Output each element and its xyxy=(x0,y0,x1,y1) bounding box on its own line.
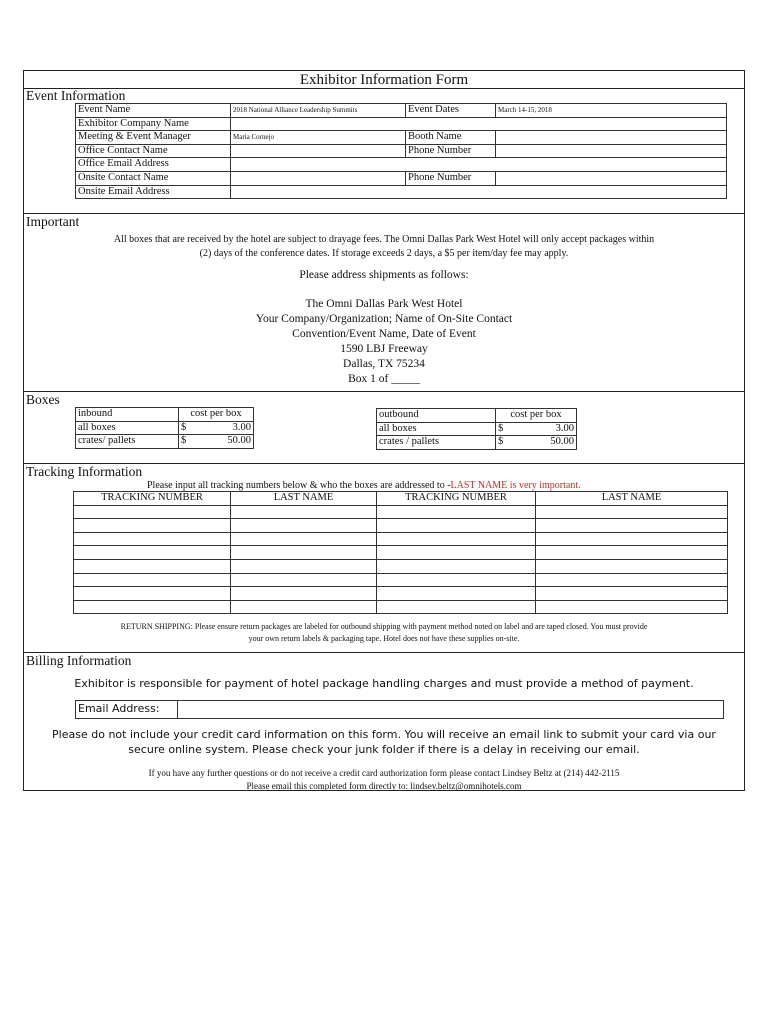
inbound-cost: 3.00 xyxy=(195,421,254,435)
last-name-field[interactable] xyxy=(536,505,728,519)
onsite-phone-label: Phone Number xyxy=(406,171,496,185)
last-name-field[interactable] xyxy=(536,546,728,560)
event-info-table xyxy=(75,103,727,199)
tracking-number-field[interactable] xyxy=(74,600,231,614)
tracking-number-field[interactable] xyxy=(74,573,231,587)
tracking-number-field[interactable] xyxy=(377,546,536,560)
last-name-field[interactable] xyxy=(536,573,728,587)
office-email-field[interactable] xyxy=(231,158,727,172)
currency: $ xyxy=(496,422,513,436)
address-line: Convention/Event Name, Date of Event xyxy=(292,328,476,340)
outbound-table xyxy=(376,408,577,450)
onsite-contact-label: Onsite Contact Name xyxy=(76,171,231,185)
last-name-field[interactable] xyxy=(536,559,728,573)
last-name-field[interactable] xyxy=(536,519,728,533)
tracking-number-field[interactable] xyxy=(377,559,536,573)
outbound-cost: 50.00 xyxy=(512,436,577,450)
office-contact-label: Office Contact Name xyxy=(76,144,231,158)
currency: $ xyxy=(496,436,513,450)
important-text-line1: All boxes that are received by the hotel are subject to drayage fees. The Omni Dallas Park West Hotel will only accept packages within xyxy=(113,234,655,245)
tracking-number-field[interactable] xyxy=(377,587,536,601)
inbound-cost-header: cost per box xyxy=(179,408,254,422)
tracking-number-field[interactable] xyxy=(74,587,231,601)
last-name-header: LAST NAME xyxy=(536,492,728,506)
tracking-number-field[interactable] xyxy=(377,532,536,546)
inbound-header: inbound xyxy=(76,408,179,422)
address-line: Box 1 of _____ xyxy=(348,373,420,385)
event-name-label: Event Name xyxy=(76,104,231,118)
form-title: Exhibitor Information Form xyxy=(299,72,469,88)
meeting-manager-label: Meeting & Event Manager xyxy=(76,131,231,145)
last-name-field[interactable] xyxy=(231,559,377,573)
booth-name-label: Booth Name xyxy=(406,131,496,145)
email-address-field[interactable] xyxy=(178,701,724,719)
section-heading-billing: Billing Information xyxy=(26,653,132,668)
tracking-number-field[interactable] xyxy=(377,573,536,587)
last-name-field[interactable] xyxy=(536,532,728,546)
tracking-number-field[interactable] xyxy=(74,532,231,546)
contact-info-line1: If you have any further questions or do not receive a credit card authorization form please contact Lindsey Beltz at (214) 442-2115 xyxy=(148,768,620,778)
address-line: Your Company/Organization; Name of On-Site Contact xyxy=(255,313,513,325)
inbound-row-label: crates/ pallets xyxy=(76,435,179,449)
tracking-number-field[interactable] xyxy=(74,519,231,533)
tracking-number-field[interactable] xyxy=(74,546,231,560)
last-name-field[interactable] xyxy=(231,546,377,560)
last-name-header: LAST NAME xyxy=(231,492,377,506)
section-heading-tracking: Tracking Information xyxy=(26,464,143,479)
tracking-number-field[interactable] xyxy=(74,559,231,573)
last-name-field[interactable] xyxy=(231,519,377,533)
inbound-cost: 50.00 xyxy=(195,435,254,449)
tracking-number-header: TRACKING NUMBER xyxy=(74,492,231,506)
exhibitor-form xyxy=(23,70,745,791)
address-line: Dallas, TX 75234 xyxy=(343,358,425,370)
inbound-row-label: all boxes xyxy=(76,421,179,435)
office-email-label: Office Email Address xyxy=(76,158,231,172)
return-shipping-line2: your own return labels & packaging tape. Hotel does not have these supplies on-site. xyxy=(248,634,520,643)
billing-notice-line2: secure online system. Please check your junk folder if there is a delay in receiving our email. xyxy=(128,743,640,756)
contact-info-line2: Please email this completed form directly to: lindsey.beltz@omnihotels.com xyxy=(246,781,522,791)
currency: $ xyxy=(179,421,196,435)
onsite-contact-field[interactable] xyxy=(231,171,406,185)
currency: $ xyxy=(179,435,196,449)
outbound-row-label: crates / pallets xyxy=(377,436,496,450)
email-table xyxy=(75,700,724,719)
tracking-instruction-text: Please input all tracking numbers below & who the boxes are addressed to - xyxy=(147,480,451,491)
last-name-field[interactable] xyxy=(231,600,377,614)
last-name-field[interactable] xyxy=(536,600,728,614)
tracking-number-field[interactable] xyxy=(377,505,536,519)
event-dates-field[interactable]: March 14-15, 2018 xyxy=(496,104,727,118)
tracking-number-field[interactable] xyxy=(377,600,536,614)
inbound-table xyxy=(75,407,254,449)
divider xyxy=(24,213,744,214)
section-heading-event: Event Information xyxy=(26,88,126,103)
exhibitor-company-field[interactable] xyxy=(231,117,727,131)
last-name-field[interactable] xyxy=(231,587,377,601)
return-shipping-line1: RETURN SHIPPING: Please ensure return packages are labeled for outbound shipping with payment method noted on label and are taped closed. You must provide xyxy=(120,622,648,631)
office-contact-field[interactable] xyxy=(231,144,406,158)
divider xyxy=(24,652,744,653)
outbound-cost-header: cost per box xyxy=(496,409,577,423)
billing-responsibility: Exhibitor is responsible for payment of hotel package handling charges and must provide a method of payment. xyxy=(74,677,694,690)
booth-name-field[interactable] xyxy=(496,131,727,145)
tracking-number-field[interactable] xyxy=(74,505,231,519)
outbound-header: outbound xyxy=(377,409,496,423)
outbound-row-label: all boxes xyxy=(377,422,496,436)
office-phone-field[interactable] xyxy=(496,144,727,158)
onsite-phone-field[interactable] xyxy=(496,171,727,185)
divider xyxy=(24,391,744,392)
important-text-line2: (2) days of the conference dates. If storage exceeds 2 days, a $5 per item/day fee may apply. xyxy=(199,248,569,259)
tracking-table xyxy=(73,491,728,614)
onsite-email-label: Onsite Email Address xyxy=(76,185,231,199)
tracking-number-header: TRACKING NUMBER xyxy=(377,492,536,506)
address-line: 1590 LBJ Freeway xyxy=(340,343,428,355)
last-name-field[interactable] xyxy=(536,587,728,601)
exhibitor-company-label: Exhibitor Company Name xyxy=(76,117,231,131)
address-line: The Omni Dallas Park West Hotel xyxy=(305,298,463,310)
meeting-manager-field[interactable]: Maria Cornejo xyxy=(231,131,406,145)
tracking-number-field[interactable] xyxy=(377,519,536,533)
tracking-instruction-emphasis: LAST NAME is very important. xyxy=(450,480,581,491)
onsite-email-field[interactable] xyxy=(231,185,727,199)
email-address-label: Email Address: xyxy=(76,701,178,719)
last-name-field[interactable] xyxy=(231,532,377,546)
last-name-field[interactable] xyxy=(231,505,377,519)
divider xyxy=(24,88,744,89)
last-name-field[interactable] xyxy=(231,573,377,587)
outbound-cost: 3.00 xyxy=(512,422,577,436)
event-name-field[interactable]: 2018 National Alliance Leadership Summits xyxy=(231,104,406,118)
section-heading-important: Important xyxy=(26,214,80,229)
address-intro: Please address shipments as follows: xyxy=(299,269,469,281)
section-heading-boxes: Boxes xyxy=(26,392,60,407)
office-phone-label: Phone Number xyxy=(406,144,496,158)
billing-notice-line1: Please do not include your credit card information on this form. You will receive an email link to submit your card via our xyxy=(52,728,716,741)
event-dates-label: Event Dates xyxy=(406,104,496,118)
